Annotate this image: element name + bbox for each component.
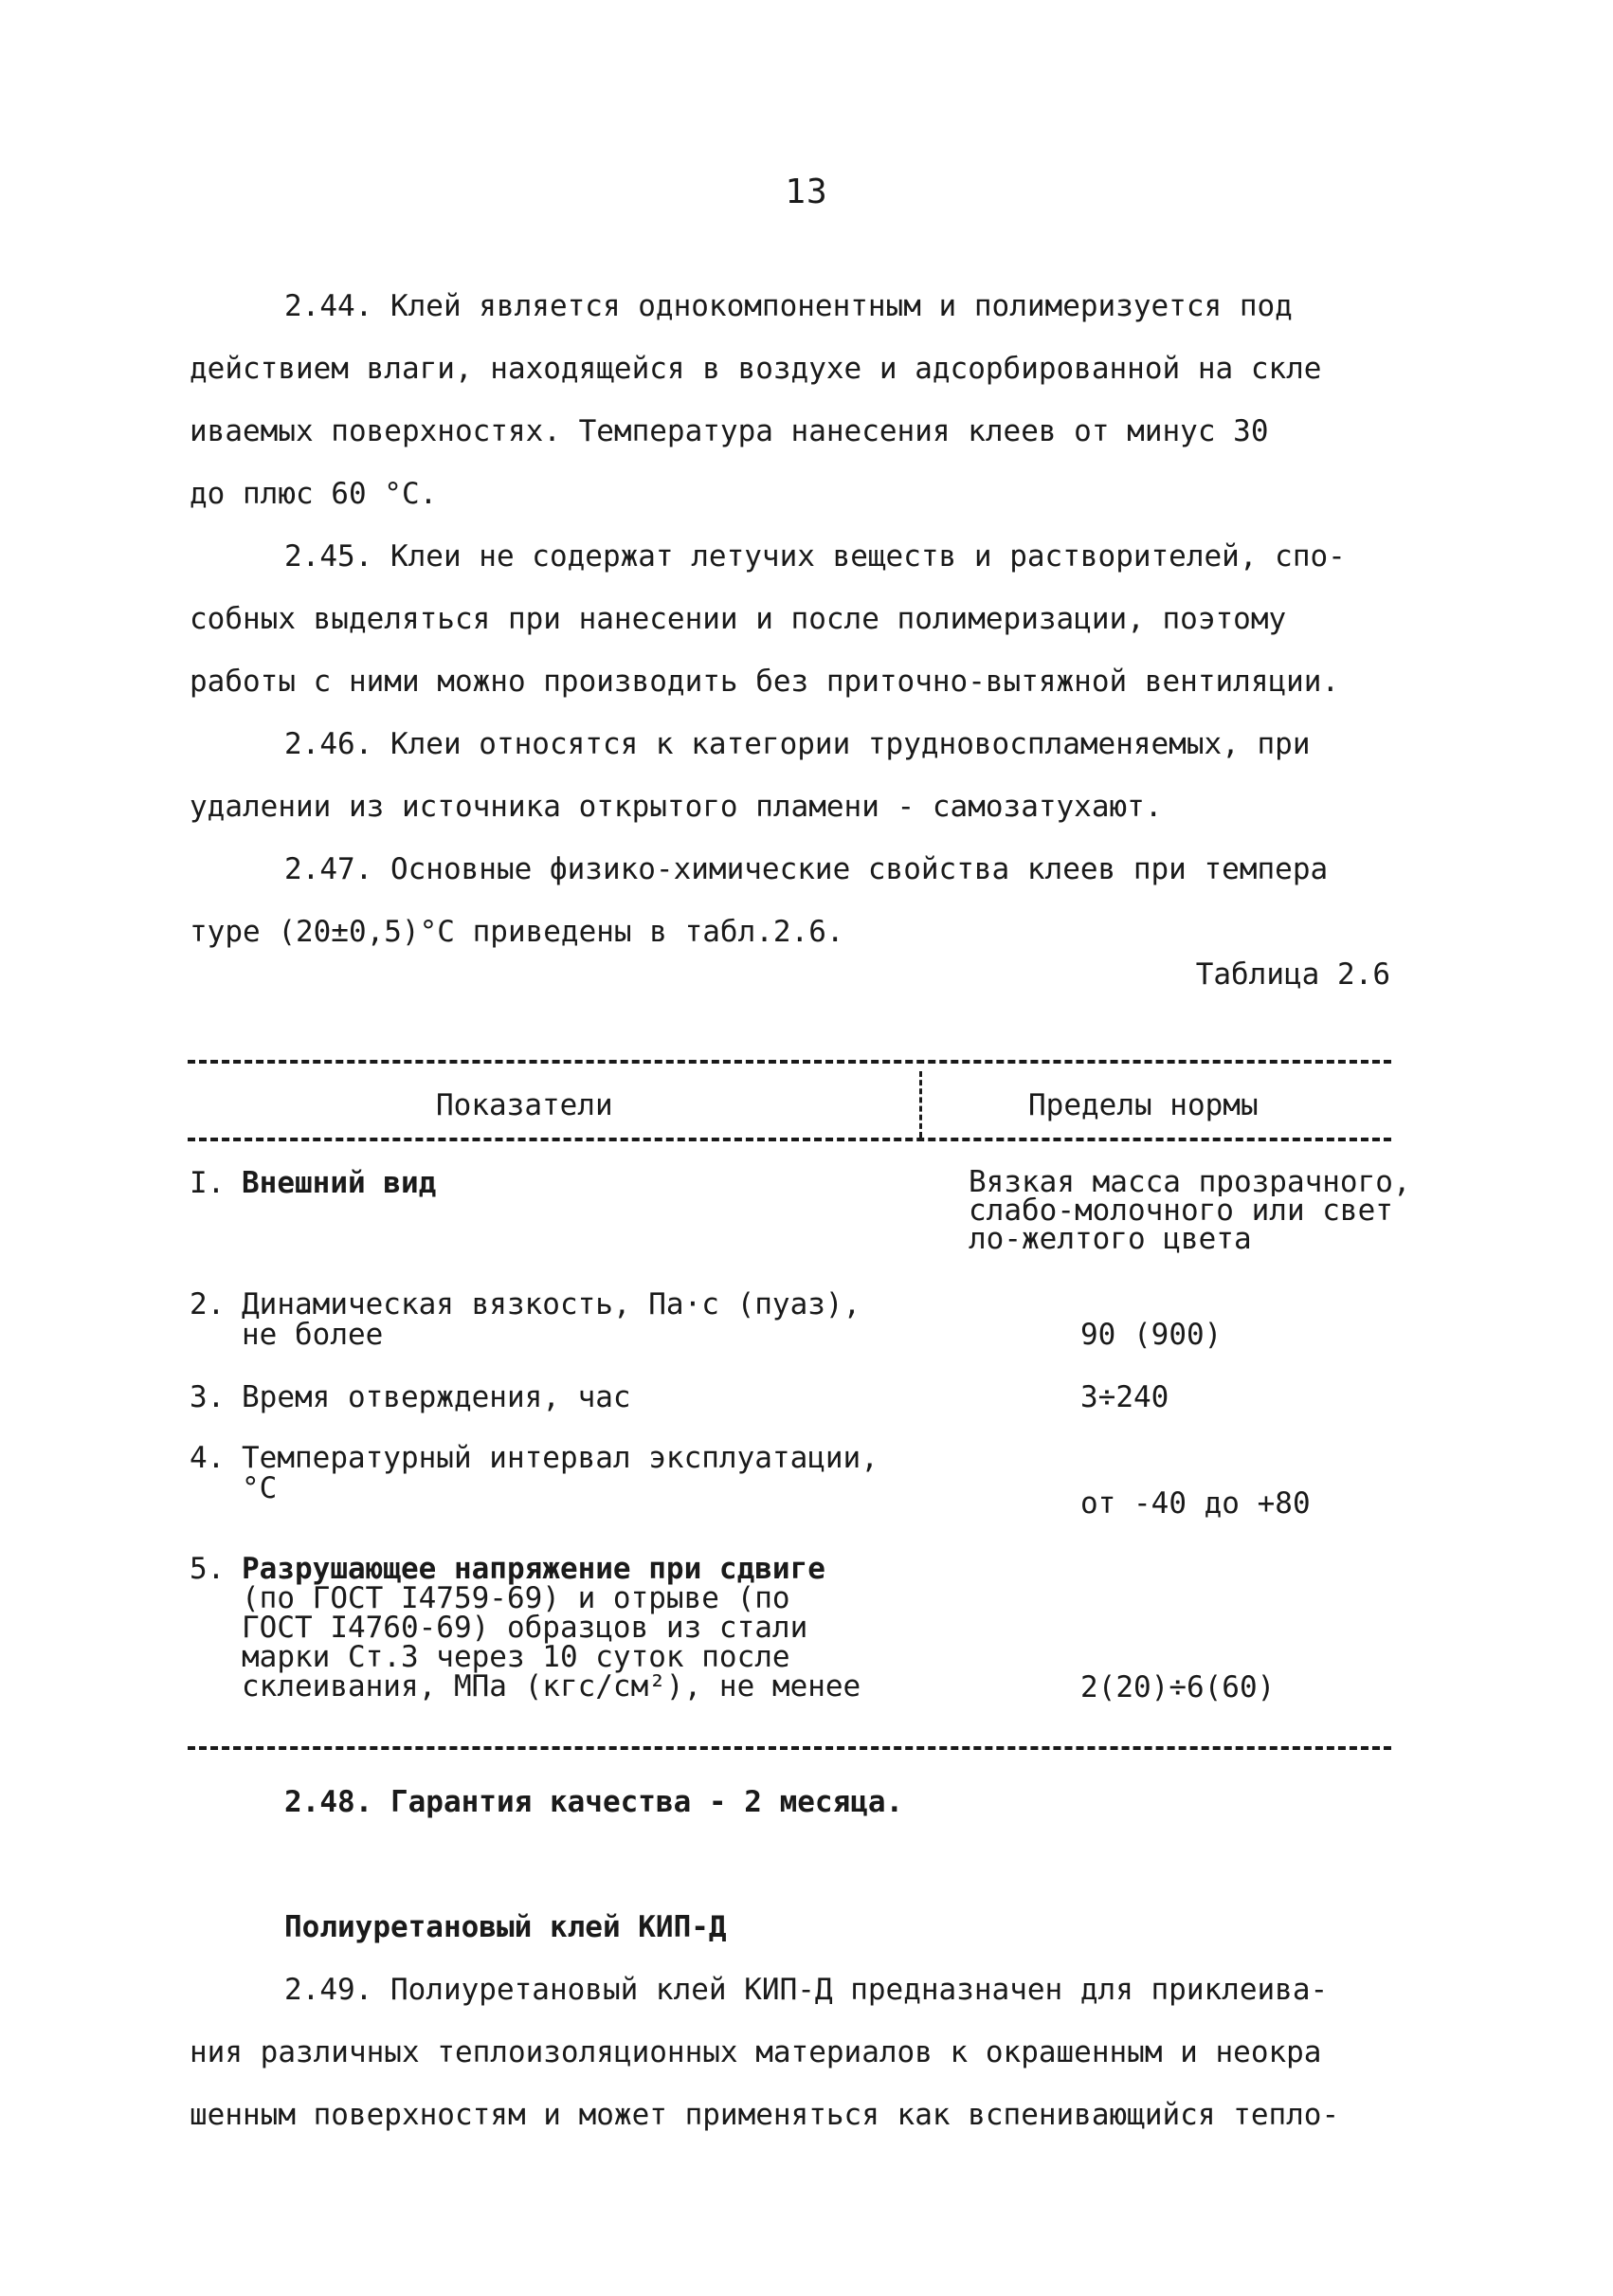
text-line: 2.45. Клеи не содержат летучих веществ и растворителей, спо- [284,539,1346,574]
text-line: ния различных теплоизоляционных материалов к окрашенным и неокра [190,2035,1322,2069]
table-row-value: 2(20)÷6(60) [1080,1670,1276,1704]
page-number: 13 [785,173,828,211]
table-row-value: Вязкая масса прозрачного, слабо-молочного или свет ло-желтого цвета [969,1168,1411,1253]
table-row-value: 3÷240 [1080,1380,1169,1414]
paragraph-2-45 [190,525,1422,713]
table-header-norms: Пределы нормы [1028,1088,1259,1122]
paragraph-2-47 [190,838,1422,963]
text-line: 2.44. Клей является однокомпонентным и полимеризуется под [284,289,1293,323]
paragraph-2-48 [190,1771,1422,1833]
table-caption: Таблица 2.6 [1195,957,1390,992]
table-row-parameter: 5. Разрушающее напряжение при сдвиге (по ГОСТ I4759-69) и отрыве (по ГОСТ I4760-69) образцов из стали марки Ст.3 через 10 суток после склеивания, МПа (кгс/см²), не менее [190,1552,861,1704]
text-line: шенным поверхностям и может применяться как вспенивающийся тепло- [190,2098,1340,2132]
paragraph-2-46 [190,713,1422,838]
table-column-separator [919,1071,922,1138]
table-row-value: 90 (900) [1080,1318,1223,1352]
table-row-value: от -40 до +80 [1080,1486,1311,1521]
text-line: до плюс 60 °С. [190,477,438,511]
text-line: туре (20±0,5)°С приведены в табл.2.6. [190,915,844,949]
table-row-parameter: 3. Время отверждения, час [190,1380,631,1414]
table-top-rule [188,1060,1391,1064]
table-header-rule [188,1138,1391,1141]
table-bottom-rule [188,1746,1391,1750]
text-line: 2.49. Полиуретановый клей КИП-Д предназначен для приклеива- [284,1973,1329,2007]
text-line: 2.46. Клеи относятся к категории трудновоспламеняемых, при [284,727,1311,761]
text-line: 2.48. Гарантия качества - 2 месяца. [284,1785,904,1819]
section-heading-text: Полиуретановый клей КИП-Д [284,1910,727,1944]
table-header-parameters: Показатели [436,1088,613,1122]
text-line: собных выделяться при нанесении и после полимеризации, поэтому [190,602,1287,636]
text-line: иваемых поверхностях. Температура нанесения клеев от минус 30 [190,414,1269,448]
table-row-parameter: I. Внешний вид [190,1166,437,1200]
section-heading [190,1896,1422,1959]
table-row-parameter: 4. Температурный интервал эксплуатации, °С [190,1441,879,1505]
text-line: 2.47. Основные физико-химические свойства клеев при темпера [284,852,1329,886]
paragraph-2-49 [190,1959,1422,2146]
text-line: удалении из источника открытого пламени - самозатухают. [190,790,1163,824]
text-line: действием влаги, находящейся в воздухе и адсорбированной на скле [190,352,1322,386]
text-line: работы с ними можно производить без приточно-вытяжной вентиляции. [190,665,1340,699]
table-row-parameter: 2. Динамическая вязкость, Па·с (пуаз), не более [190,1287,861,1352]
paragraph-2-44 [190,275,1422,525]
